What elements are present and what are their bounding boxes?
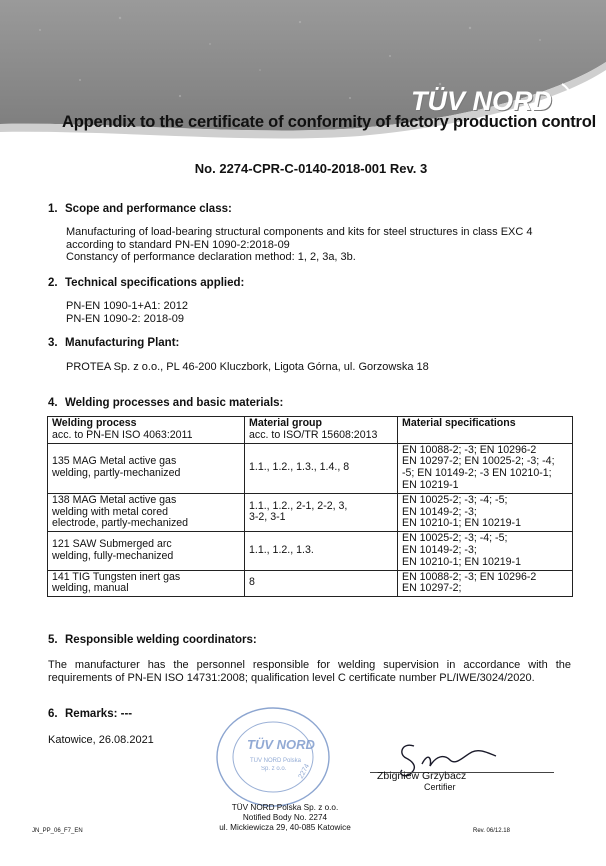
header-title: Material group (249, 417, 322, 429)
section-4-heading (48, 397, 283, 409)
stamp-company-suffix: Sp. z o.o. (261, 766, 287, 772)
cell-line: EN 10210-1; EN 10219-1 (402, 517, 521, 530)
cell-spec (398, 570, 573, 597)
form-code: JN_PP_06_F7_EN (32, 828, 83, 834)
section-title: Manufacturing Plant: (65, 337, 180, 349)
cell-line: EN 10025-2; -3; -4; -5; (402, 493, 508, 506)
cell-line: EN 10025-2; -3; -4; -5; (402, 532, 508, 545)
section-number: 1. (48, 203, 58, 215)
section-3-heading (48, 337, 179, 349)
cell-line: EN 10149-2; -3; (402, 505, 477, 518)
table-row (48, 493, 573, 531)
cell-line: EN 10088-2; -3; EN 10296-2 (402, 570, 537, 583)
text-line: according to standard PN-EN 1090-2:2018-09 (66, 238, 290, 251)
cell-line: 1.1., 1.2., 2-1, 2-2, 3, (249, 499, 348, 512)
section-1-heading (48, 203, 232, 215)
section-1-text (66, 226, 533, 264)
text-line: PN-EN 1090-2: 2018-09 (66, 312, 185, 325)
header-cell-process (48, 417, 245, 444)
cell-line: welding, fully-mechanized (52, 549, 174, 562)
header-subtitle: acc. to ISO/TR 15608:2013 (249, 428, 378, 441)
section-5-text: The manufacturer has the personnel responsible for welding supervision in accordance with the requirements of PN-EN ISO 14731:2008; qualification level C certificate number PL/IWE/3024/2020. (48, 659, 571, 684)
text-line: PN-EN 1090-1+A1: 2012 (66, 300, 188, 312)
section-2-heading (48, 277, 244, 289)
cell-process (48, 493, 245, 531)
place-date: Katowice, 26.08.2021 (48, 734, 154, 746)
section-number: 3. (48, 337, 58, 349)
cell-line: EN 10297-2; EN 10025-2; -3; -4; (402, 455, 555, 468)
section-number: 4. (48, 397, 58, 409)
section-6-heading (48, 708, 132, 720)
cell-line: EN 10210-1; EN 10219-1 (402, 555, 521, 568)
table-row (48, 570, 573, 597)
banner-graphic (0, 0, 606, 160)
header-title: Material specifications (402, 417, 516, 429)
text-line: Manufacturing of load-bearing structural components and kits for steel structures in class EXC 4 (66, 226, 533, 238)
cell-spec (398, 532, 573, 570)
notified-line: TÜV NORD Polska Sp. z o.o. (231, 803, 339, 812)
cell-line: welding, manual (52, 582, 129, 595)
cell-line: 135 MAG Metal active gas (52, 455, 177, 468)
section-title: Welding processes and basic materials: (65, 397, 284, 409)
revision-code: Rev. 06/12.18 (473, 828, 510, 834)
tuv-nord-logo: TÜV NORD (411, 86, 552, 116)
cell-line: welding, partly-mechanized (52, 467, 181, 480)
section-number: 2. (48, 277, 58, 289)
cell-line: 3-2, 3-1 (249, 511, 286, 524)
notified-body-info (205, 803, 365, 833)
header-cell-group (245, 417, 398, 444)
document-title: Appendix to the certificate of conformity of factory production control (62, 113, 596, 131)
section-3-text (66, 361, 429, 374)
cell-process (48, 443, 245, 493)
section-title: Responsible welding coordinators: (65, 634, 257, 646)
cell-line: electrode, partly-mechanized (52, 517, 189, 530)
cell-line: 8 (249, 576, 255, 589)
table-row (48, 443, 573, 493)
signer-role: Certifier (424, 782, 456, 792)
header-banner (0, 0, 606, 160)
section-title: Remarks: --- (65, 708, 133, 720)
section-number: 6. (48, 708, 58, 720)
header-cell-spec (398, 417, 573, 444)
table-header-row (48, 417, 573, 444)
cell-line: 141 TIG Tungsten inert gas (52, 570, 181, 583)
cell-group (245, 443, 398, 493)
cell-process (48, 570, 245, 597)
notified-line: Notified Body No. 2274 (242, 813, 328, 822)
cell-line: 1.1., 1.2., 1.3., 1.4., 8 (249, 461, 350, 474)
cell-line: EN 10219-1 (402, 478, 459, 491)
cell-line: EN 10297-2; (402, 582, 462, 595)
stamp-brand: TÜV NORD (247, 737, 315, 752)
text-line: PROTEA Sp. z o.o., PL 46-200 Kluczbork, Ligota Górna, ul. Gorzowska 18 (66, 361, 429, 373)
header-title: Welding process (52, 417, 137, 429)
cell-line: EN 10088-2; -3; EN 10296-2 (402, 443, 537, 456)
header-subtitle: acc. to PN-EN ISO 4063:2011 (52, 428, 193, 441)
cell-process (48, 532, 245, 570)
cell-line: -5; EN 10149-2; -3 EN 10210-1; (402, 467, 552, 480)
cell-spec (398, 493, 573, 531)
welding-processes-table (47, 416, 573, 597)
table-row (48, 532, 573, 570)
cell-line: 1.1., 1.2., 1.3. (249, 543, 314, 556)
signer-name: Zbigniew Grzybacz (377, 770, 467, 782)
section-number: 5. (48, 634, 58, 646)
section-2-text (66, 300, 188, 325)
certificate-number: No. 2274-CPR-C-0140-2018-001 Rev. 3 (194, 161, 428, 176)
cell-line: welding with metal cored (52, 505, 168, 518)
cell-line: 121 SAW Submerged arc (52, 538, 172, 551)
section-title: Technical specifications applied: (65, 277, 245, 289)
cell-group (245, 493, 398, 531)
cell-line: 138 MAG Metal active gas (52, 493, 177, 506)
section-title: Scope and performance class: (65, 203, 232, 215)
stamp-number: 2274 (297, 762, 312, 780)
text-line: Constancy of performance declaration method: 1, 2, 3a, 3b. (66, 251, 356, 263)
cell-group (245, 570, 398, 597)
cell-spec (398, 443, 573, 493)
notified-line: ul. Mickiewicza 29, 40-085 Katowice (219, 823, 351, 832)
cell-line: EN 10149-2; -3; (402, 543, 477, 556)
stamp-company: TÜV NORD Polska (250, 758, 302, 764)
cell-group (245, 532, 398, 570)
section-5-heading (48, 634, 257, 646)
official-stamp (214, 705, 332, 809)
